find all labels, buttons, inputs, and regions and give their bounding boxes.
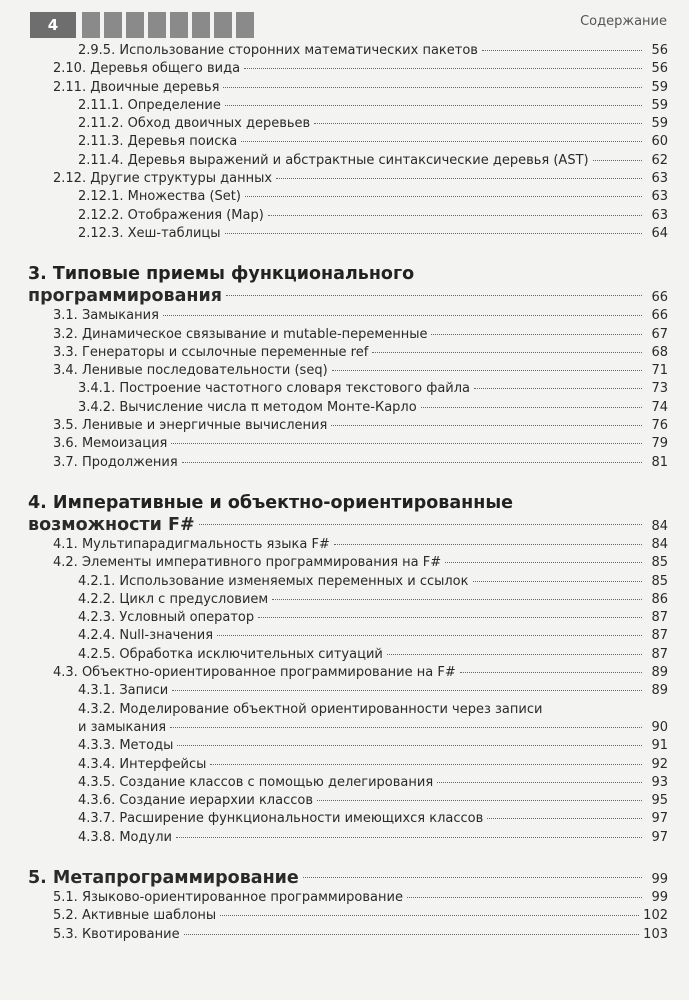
toc-entry[interactable]: 4.2.4. Null-значения 87 [78, 628, 668, 644]
toc-entry[interactable]: 4.3.6. Создание иерархии классов 95 [78, 793, 668, 809]
chapter-3-title-line2[interactable]: программирования 66 [28, 286, 668, 307]
toc-entry[interactable]: 2.12. Другие структуры данных 63 [53, 171, 668, 187]
toc-entry[interactable]: 2.11. Двоичные деревья 59 [53, 79, 668, 95]
toc-entry[interactable]: 4.3.4. Интерфейсы 92 [78, 756, 668, 772]
chapter-5-title[interactable]: 5. Метапрограммирование 99 [28, 867, 668, 888]
toc-entry[interactable]: 4.1. Мультипарадигмальность языка F# 84 [53, 536, 668, 552]
toc-entry[interactable]: 3.7. Продолжения 81 [53, 454, 668, 470]
toc-entry[interactable]: 3.4.1. Построение частотного словаря текстового файла 73 [78, 381, 668, 397]
page-number: 4 [30, 12, 76, 38]
page-header [0, 0, 689, 40]
header-decoration [82, 12, 254, 38]
toc-entry[interactable]: 3.4.2. Вычисление числа π методом Монте-Карло 74 [78, 399, 668, 415]
toc-entry[interactable]: 4.3.1. Записи 89 [78, 683, 668, 699]
toc-entry[interactable]: 4.2.5. Обработка исключительных ситуаций 87 [78, 646, 668, 662]
chapter-4-title-line2[interactable]: возможности F# 84 [28, 514, 668, 535]
toc-entry[interactable]: 4.2. Элементы императивного программирования на F# 85 [53, 555, 668, 571]
toc-entry[interactable]: 5.1. Языково-ориентированное программирование 99 [53, 889, 668, 905]
toc-entry[interactable]: 2.12.2. Отображения (Map) 63 [78, 207, 668, 223]
toc-entry[interactable]: 3.1. Замыкания 66 [53, 308, 668, 324]
toc-entry[interactable]: 4.3.5. Создание классов с помощью делегирования 93 [78, 774, 668, 790]
toc-entry[interactable]: 3.3. Генераторы и ссылочные переменные ref 68 [53, 344, 668, 360]
toc-entry[interactable]: 2.12.3. Хеш-таблицы 64 [78, 225, 668, 241]
toc-entry[interactable]: 4.3.2. Моделирование объектной ориентированности через записи [78, 701, 543, 717]
toc-entry[interactable]: 2.11.1. Определение 59 [78, 97, 668, 113]
chapter-4-title[interactable]: 4. Императивные и объектно-ориентированные [28, 492, 514, 513]
toc-entry[interactable]: 2.10. Деревья общего вида 56 [53, 61, 668, 77]
toc-entry-continued[interactable]: и замыкания 90 [78, 719, 668, 735]
chapter-3-title[interactable]: 3. Типовые приемы функционального [28, 264, 415, 285]
toc-entry[interactable]: 4.2.2. Цикл с предусловием 86 [78, 591, 668, 607]
toc-entry[interactable]: 2.11.3. Деревья поиска 60 [78, 134, 668, 150]
toc-entry[interactable]: 3.5. Ленивые и энергичные вычисления 76 [53, 418, 668, 434]
toc-entry[interactable]: 4.3.8. Модули 97 [78, 829, 668, 845]
toc-entry[interactable]: 4.3. Объектно-ориентированное программирование на F# 89 [53, 665, 668, 681]
toc-entry[interactable]: 2.11.2. Обход двоичных деревьев 59 [78, 116, 668, 132]
toc-entry[interactable]: 4.2.3. Условный оператор 87 [78, 610, 668, 626]
toc-entry[interactable]: 2.12.1. Множества (Set) 63 [78, 189, 668, 205]
table-of-contents [28, 42, 668, 944]
toc-entry[interactable]: 4.3.3. Методы 91 [78, 738, 668, 754]
section-title: Содержание [580, 14, 667, 29]
toc-entry[interactable]: 2.11.4. Деревья выражений и абстрактные синтаксические деревья (AST) 62 [78, 152, 668, 168]
toc-entry[interactable]: 3.4. Ленивые последовательности (seq) 71 [53, 363, 668, 379]
toc-entry[interactable]: 3.6. Мемоизация 79 [53, 436, 668, 452]
toc-entry[interactable]: 3.2. Динамическое связывание и mutable-переменные 67 [53, 326, 668, 342]
toc-entry[interactable]: 4.2.1. Использование изменяемых переменных и ссылок 85 [78, 573, 668, 589]
toc-entry[interactable]: 2.9.5. Использование сторонних математических пакетов 56 [78, 43, 668, 58]
toc-entry[interactable]: 4.3.7. Расширение функциональности имеющихся классов 97 [78, 811, 668, 827]
toc-entry[interactable]: 5.3. Квотирование 103 [53, 926, 668, 942]
toc-entry[interactable]: 5.2. Активные шаблоны 102 [53, 908, 668, 924]
